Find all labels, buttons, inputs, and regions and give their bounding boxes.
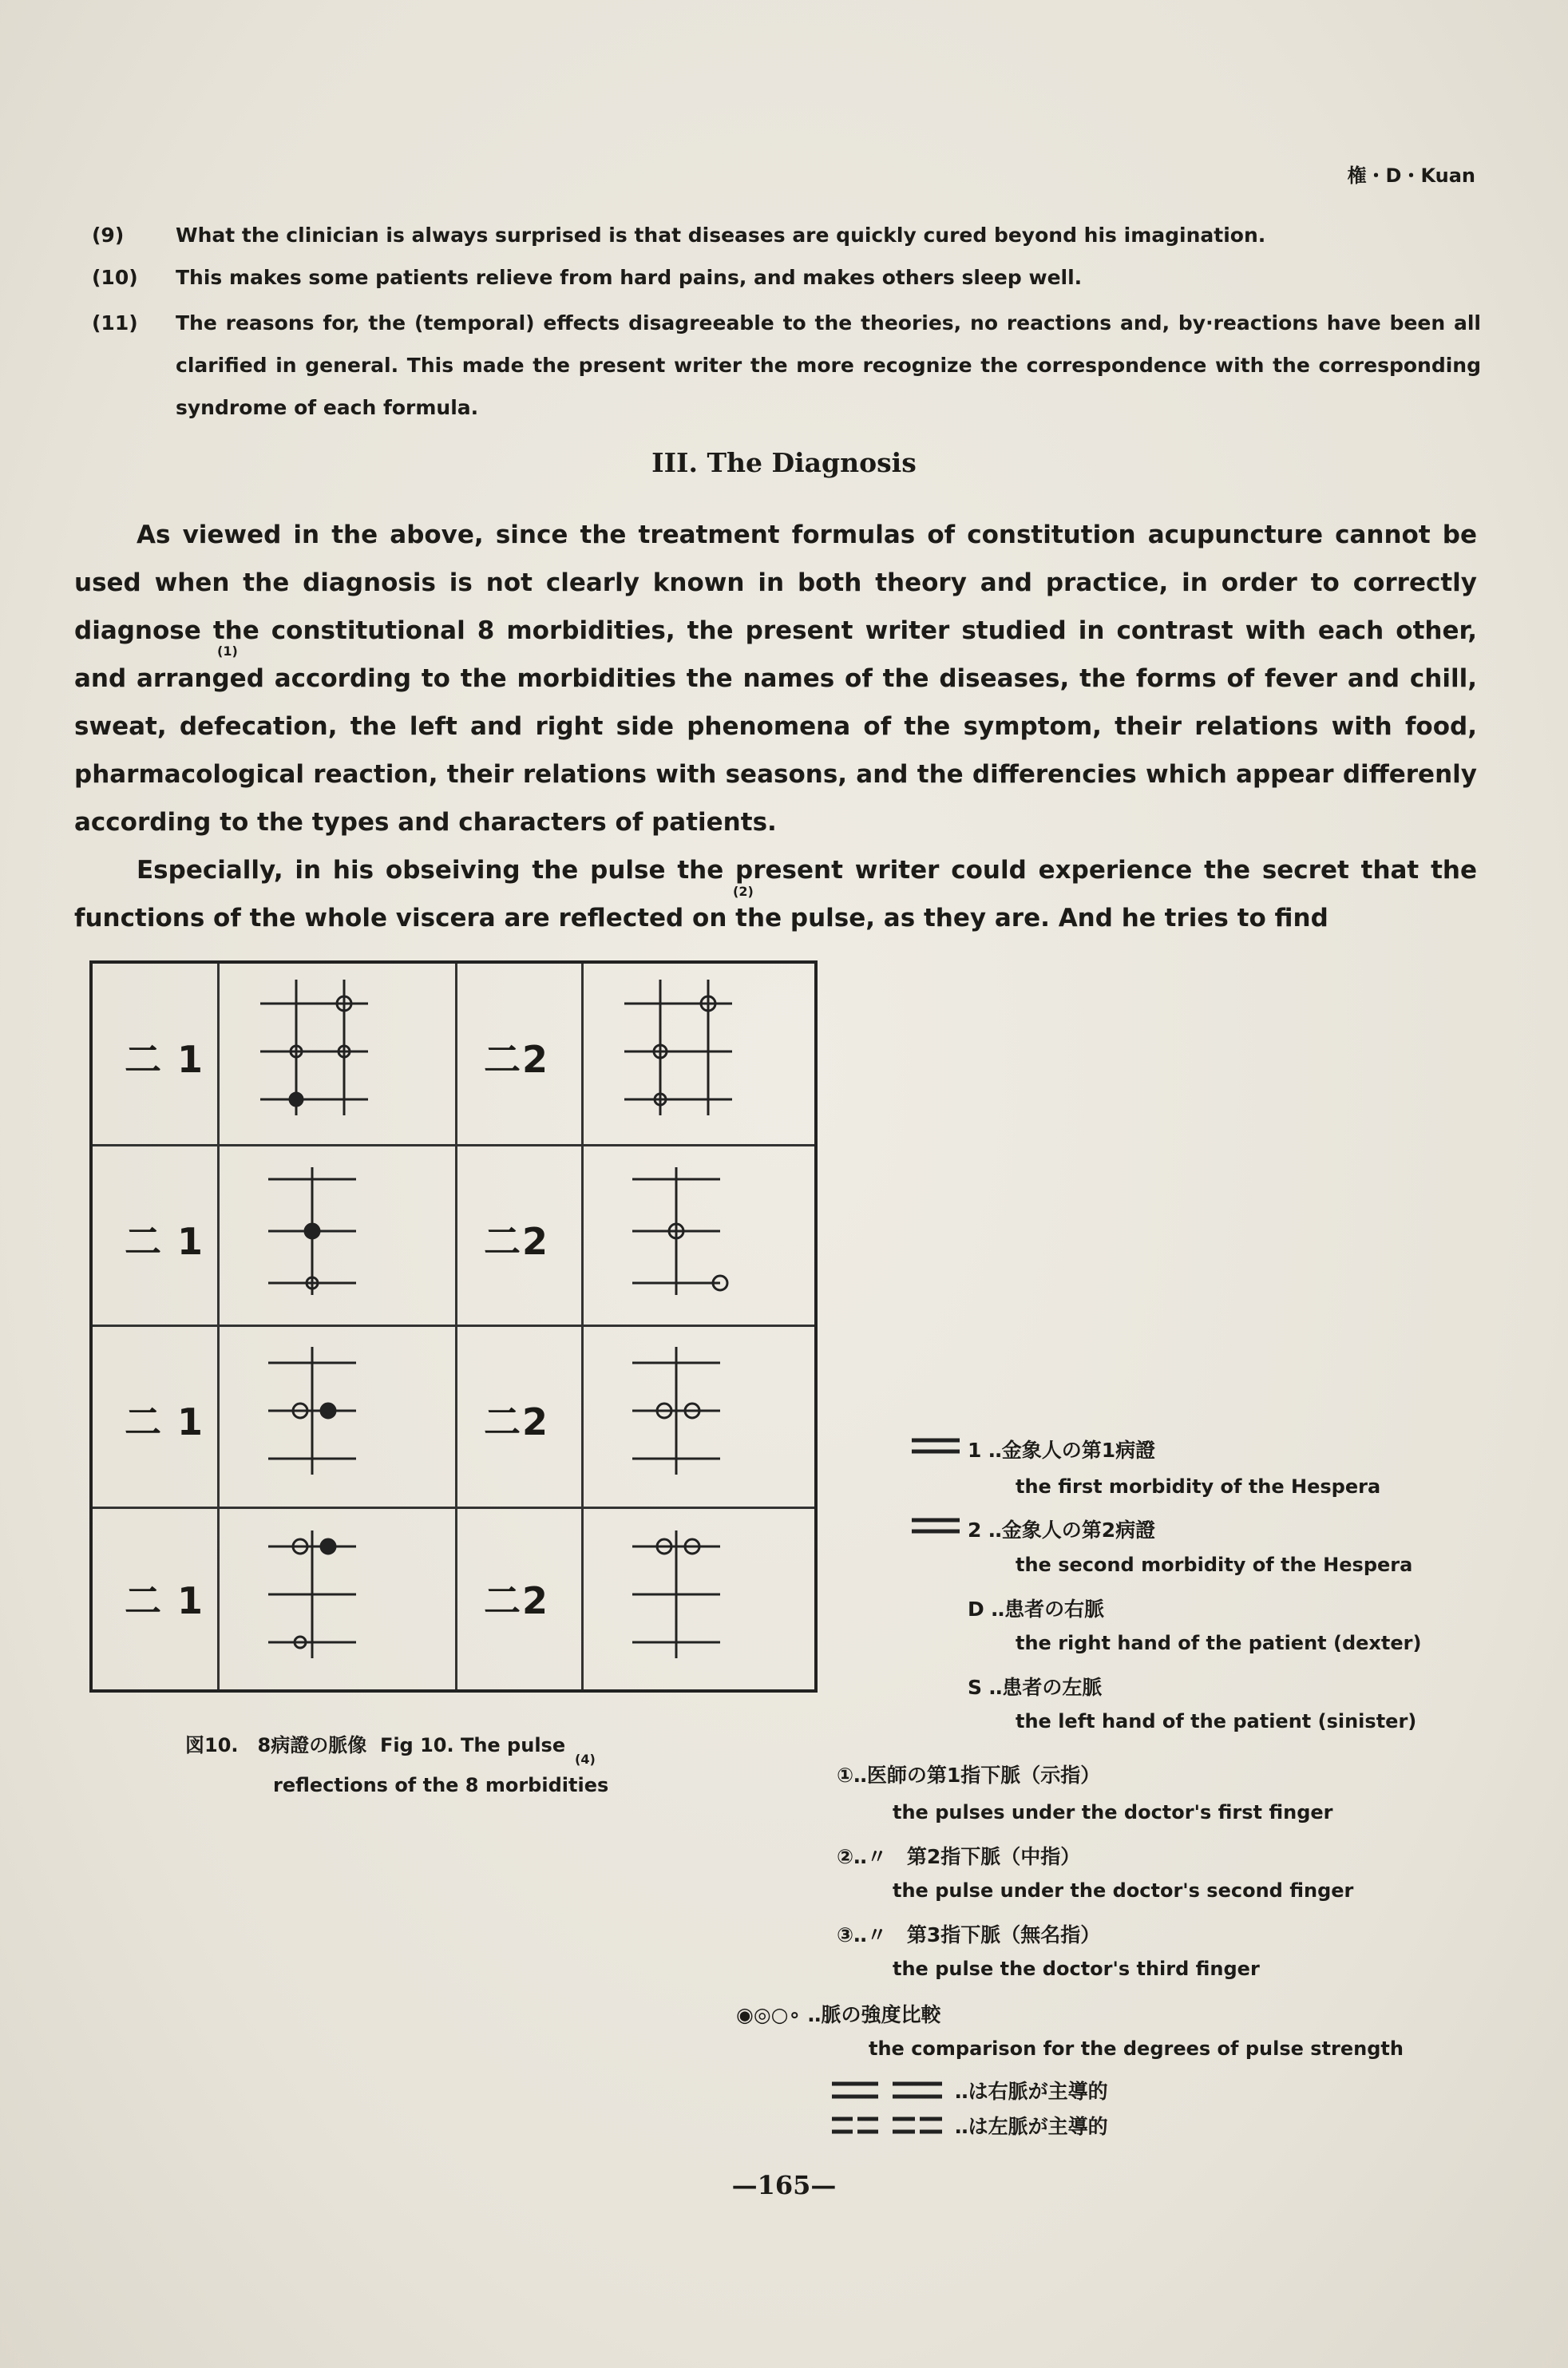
note-text: The reasons for, the (temporal) effects disagreeable to the theories, no reactions and, by·reactions have been all clarified in general. This made the present writer the more recognize the correspondence with the corresponding syndrome of each formula. (176, 311, 1481, 419)
row-label-left: 二 1 (125, 1038, 205, 1081)
legend-1-en: the first morbidity of the Hespera (1016, 1475, 1381, 1498)
footnote-mark-4: (4) (575, 1752, 596, 1767)
legend-s-en: the left hand of the patient (sinister) (1016, 1710, 1417, 1732)
legend-strength-en: the comparison for the degrees of pulse strength (869, 2037, 1404, 2060)
paragraph-1: As viewed in the above, since the treatment formulas of constitution acupuncture cannot be used when the diagnosis is not clearly known in both theory and practice, in order to correctly diagnose the constitutional 8 morbidities, the present writer studied in contrast with each other, and arranged according to the morbidities the names of the diseases, the forms of fever and chill, sweat, defecation, the left and right side phenomena of the symptom, their relations with food, pharmacological reaction, their relations with seasons, and the differencies which appear differenly according to the types and characters of patients. (74, 521, 1477, 837)
body-text (74, 511, 1477, 942)
note-number: (9) (92, 224, 125, 247)
legend-strength-jp: ◉◎○∘ ‥脈の強度比較 (736, 2003, 941, 2026)
legend-finger1-jp: ①‥医師の第1指下脈（示指） (837, 1764, 1101, 1787)
row-label-left: 二 1 (125, 1220, 205, 1263)
note-9 (92, 214, 1481, 256)
running-header: 権・D・Kuan (1347, 164, 1475, 187)
page-number: —165— (731, 2170, 837, 2200)
legend-d-en: the right hand of the patient (dexter) (1016, 1632, 1422, 1654)
row-label-left: 二 1 (125, 1400, 205, 1443)
legend-dominance-symbols (830, 2073, 950, 2144)
note-text: This makes some patients relieve from hard pains, and makes others sleep well. (176, 266, 1083, 289)
caption-en: Fig 10. The pulse (379, 1734, 566, 1756)
note-text: What the clinician is always surprised is that diseases are quickly cured beyond his imagination. (176, 224, 1266, 247)
note-10 (92, 256, 1481, 299)
note-number: (11) (92, 311, 138, 335)
caption-jp: 図10. 8病證の脈像 (185, 1734, 367, 1756)
footnote-mark-2: (2) (733, 884, 754, 899)
section-title: III. The Diagnosis (651, 447, 917, 478)
legend-symbol-2 (910, 1514, 966, 1538)
figure-caption-line1 (185, 1729, 565, 1757)
row-label-right: 二2 (484, 1220, 550, 1263)
legend-finger2-jp: ②‥〃 第2指下脈（中指） (837, 1845, 1081, 1868)
paragraph-2: Especially, in his obseiving the pulse the present writer could experience the secret that the functions of the whole viscera are reflected on the pulse, as they are. And he tries to find (74, 856, 1477, 933)
row-label-right: 二2 (484, 1038, 550, 1081)
legend-finger1-en: the pulses under the doctor's first finger (893, 1801, 1333, 1824)
legend-right-dominant: ‥は右脈が主導的 (955, 2080, 1108, 2103)
legend-s-jp: S ‥患者の左脈 (968, 1676, 1103, 1699)
note-number: (10) (92, 266, 138, 289)
legend-1-jp: 1 ‥金象人の第1病證 (968, 1439, 1156, 1462)
figure-caption-line2: reflections of the 8 morbidities (273, 1774, 609, 1796)
row-label-right: 二2 (484, 1579, 550, 1622)
legend-d-jp: D ‥患者の右脈 (968, 1598, 1105, 1621)
footnote-mark-1: (1) (217, 643, 238, 659)
legend-2-en: the second morbidity of the Hespera (1016, 1554, 1413, 1576)
pulse-figure-grid (89, 960, 818, 1693)
legend-2-jp: 2 ‥金象人の第2病證 (968, 1519, 1156, 1542)
legend-symbol-1 (910, 1434, 966, 1458)
row-label-left: 二 1 (125, 1579, 205, 1622)
legend-finger2-en: the pulse under the doctor's second finger (893, 1879, 1354, 1902)
legend-left-dominant: ‥は左脈が主導的 (955, 2115, 1108, 2138)
pulse-diagrams-left (220, 964, 452, 1686)
legend-finger3-en: the pulse the doctor's third finger (893, 1958, 1260, 1980)
row-label-right: 二2 (484, 1400, 550, 1443)
note-11 (92, 302, 1481, 429)
pulse-diagrams-right (584, 964, 816, 1686)
legend-finger3-jp: ③‥〃 第3指下脈（無名指） (837, 1923, 1101, 1946)
